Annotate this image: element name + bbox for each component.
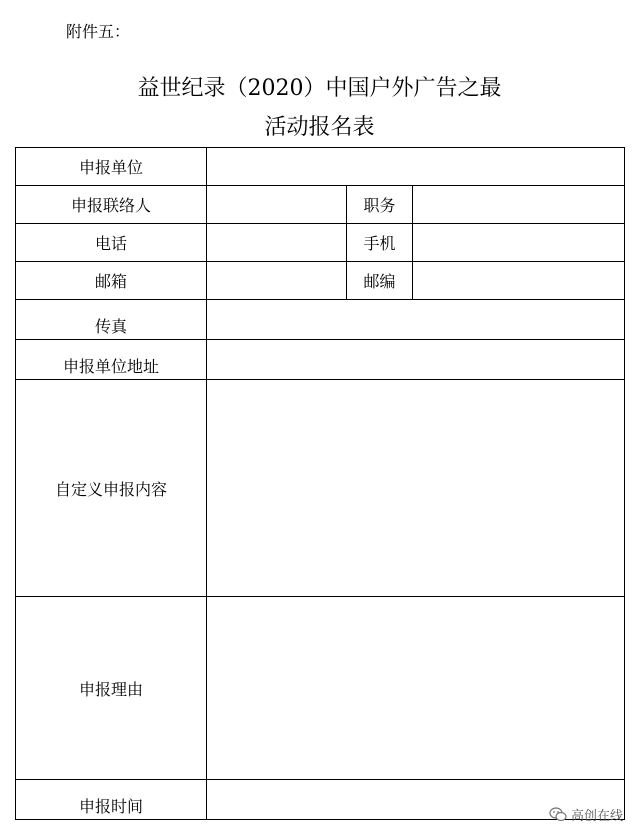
position-field[interactable] — [413, 186, 625, 224]
address-label: 申报单位地址 — [16, 340, 207, 380]
form-title: 益世纪录（2020）中国户外广告之最 — [137, 76, 502, 101]
annex-label: 附件五： — [66, 22, 131, 41]
row-email — [16, 262, 625, 300]
registration-form-table — [15, 147, 625, 820]
row-reason — [16, 597, 625, 780]
reason-field[interactable] — [207, 597, 625, 780]
postcode-label: 邮编 — [347, 262, 413, 300]
email-field[interactable] — [207, 262, 347, 300]
watermark — [549, 805, 623, 824]
position-label: 职务 — [347, 186, 413, 224]
reason-label: 申报理由 — [16, 597, 207, 780]
row-address — [16, 340, 625, 380]
phone-label: 电话 — [16, 224, 207, 262]
mobile-label: 手机 — [347, 224, 413, 262]
row-fax — [16, 300, 625, 340]
wechat-icon — [549, 807, 567, 822]
mobile-field[interactable] — [413, 224, 625, 262]
email-label: 邮箱 — [16, 262, 207, 300]
unit-label: 申报单位 — [16, 148, 207, 186]
row-custom-content — [16, 380, 625, 597]
time-label: 申报时间 — [16, 780, 207, 820]
fax-label: 传真 — [16, 300, 207, 340]
watermark-text: 高创在线 — [570, 809, 623, 824]
custom-content-label: 自定义申报内容 — [16, 380, 207, 597]
phone-field[interactable] — [207, 224, 347, 262]
address-field[interactable] — [207, 340, 625, 380]
contact-field[interactable] — [207, 186, 347, 224]
row-phone — [16, 224, 625, 262]
custom-content-field[interactable] — [207, 380, 625, 597]
row-unit — [16, 148, 625, 186]
unit-field[interactable] — [207, 148, 625, 186]
form-subtitle: 活动报名表 — [264, 115, 375, 140]
fax-field[interactable] — [207, 300, 625, 340]
contact-label: 申报联络人 — [16, 186, 207, 224]
row-time — [16, 780, 625, 820]
postcode-field[interactable] — [413, 262, 625, 300]
row-contact — [16, 186, 625, 224]
